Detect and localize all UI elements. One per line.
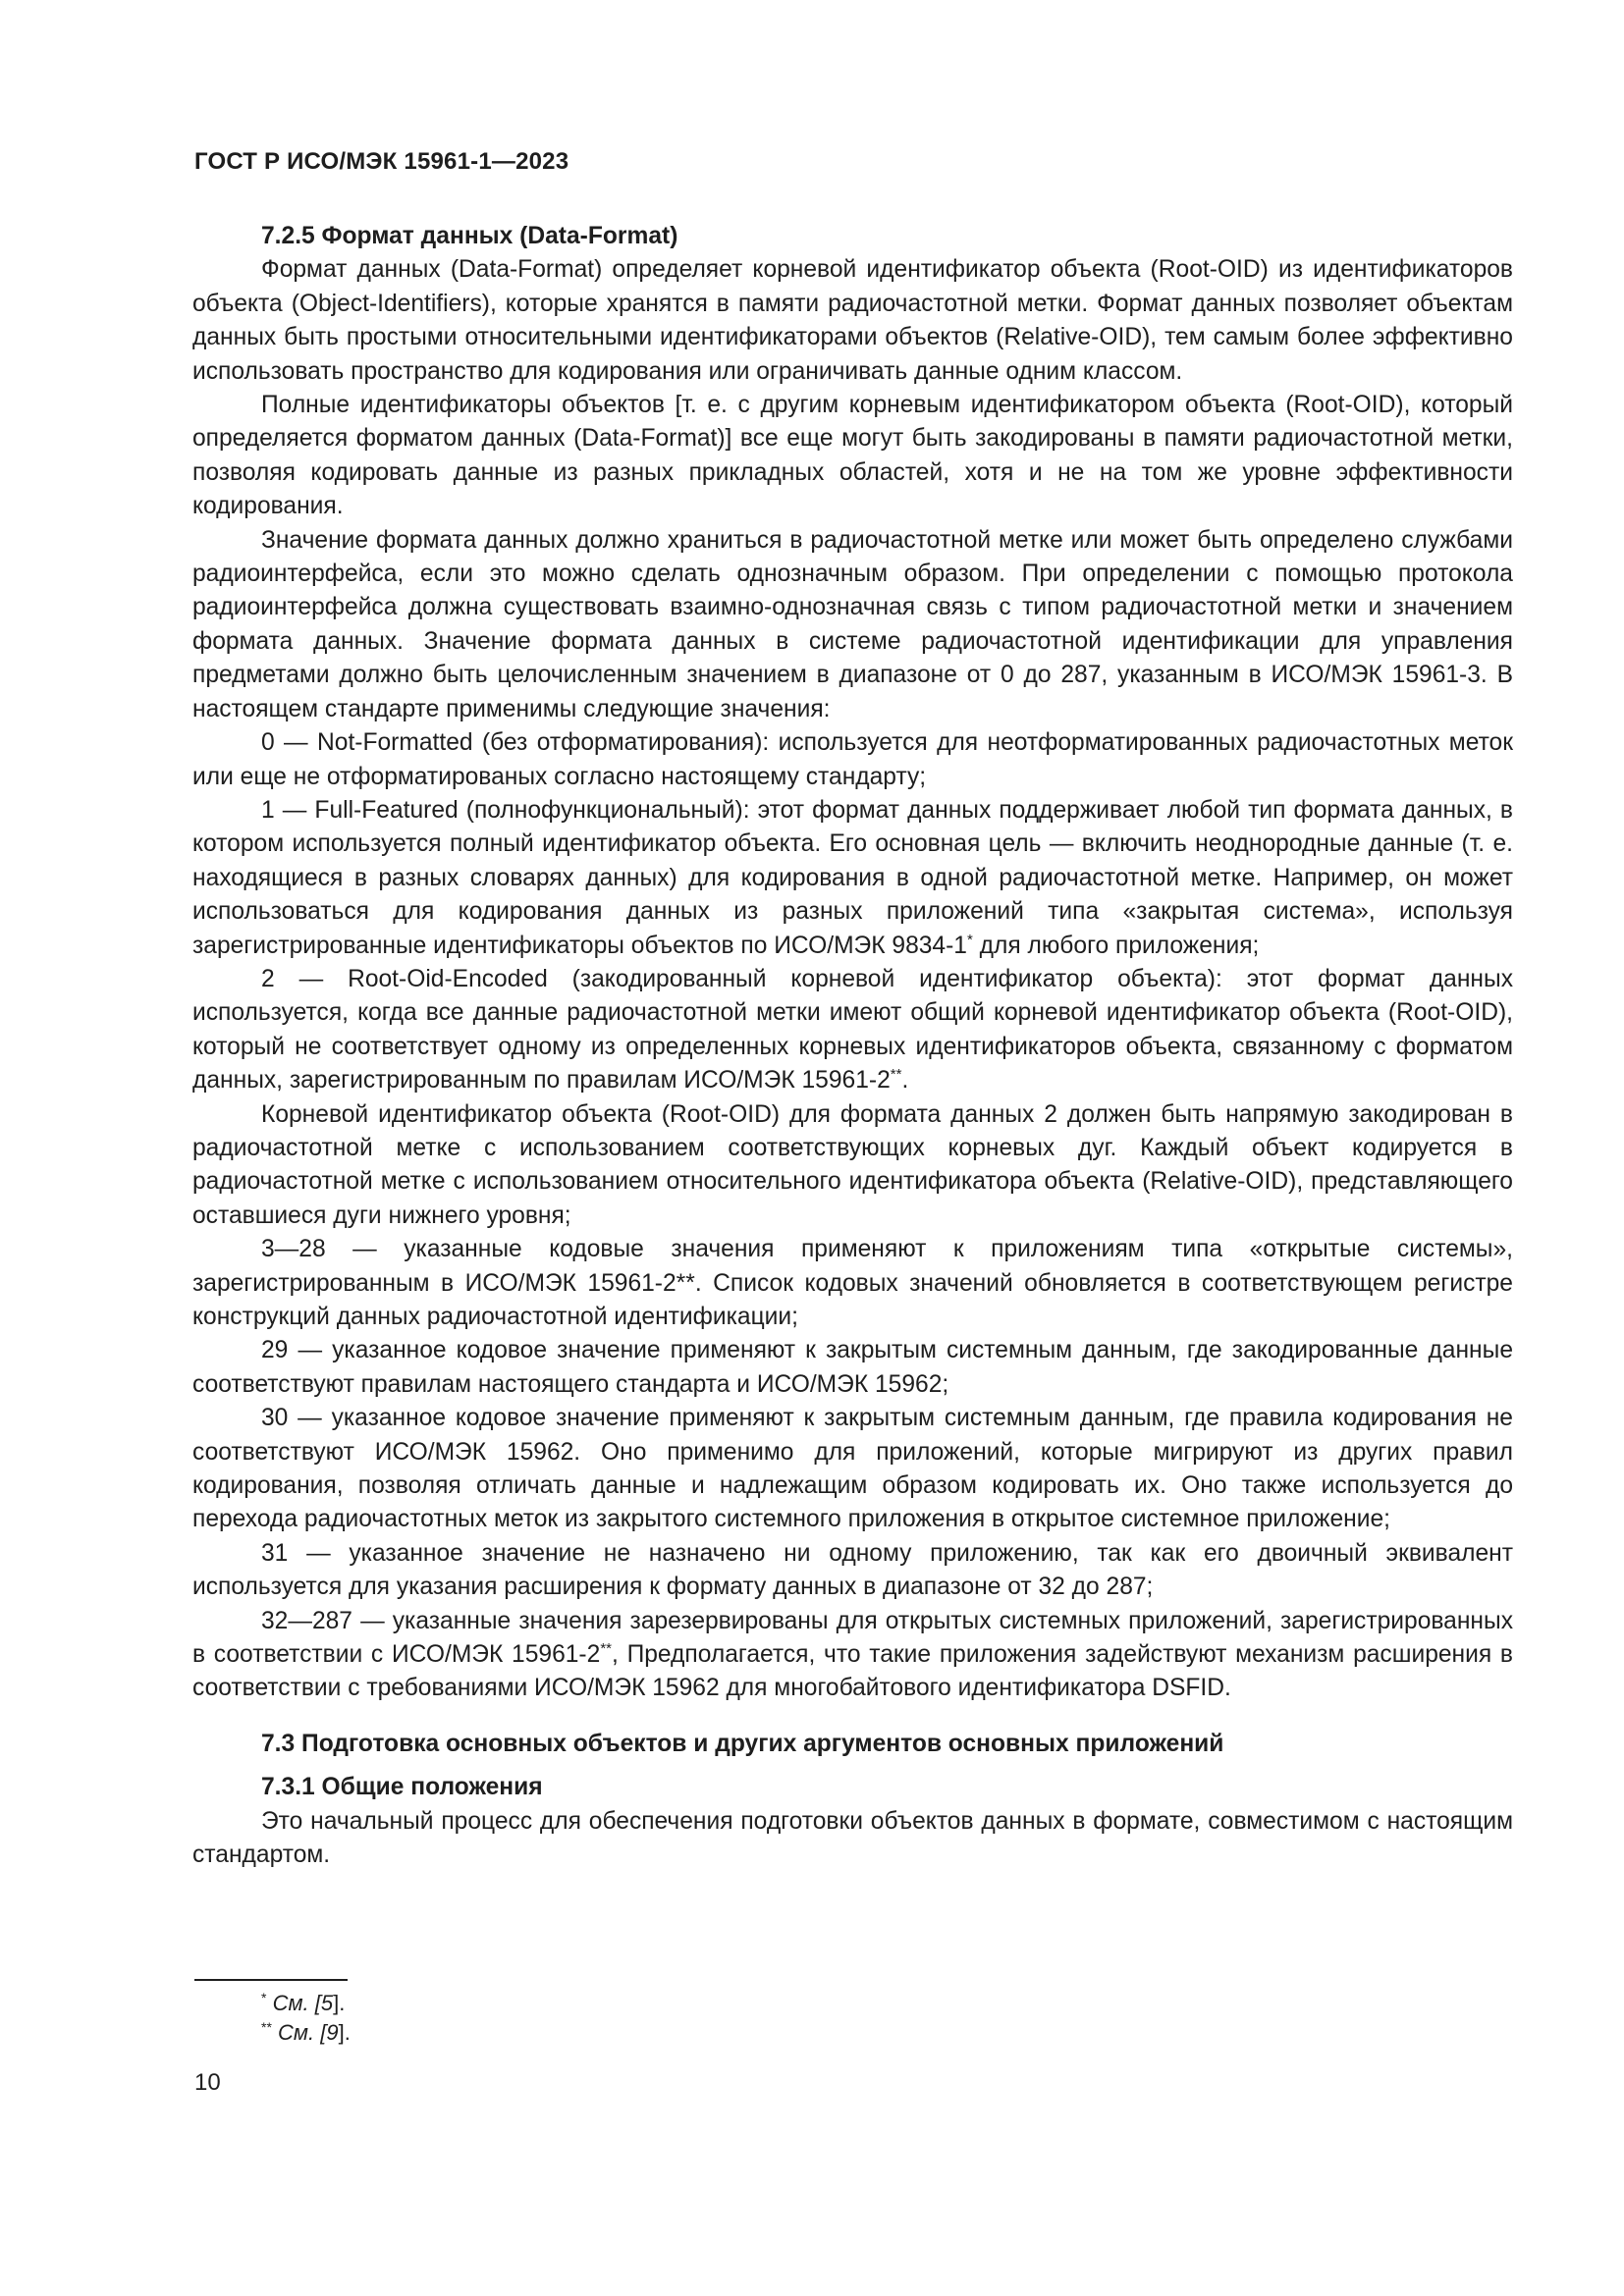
paragraph-text: . <box>901 1067 909 1095</box>
paragraph-value-29: 29 — указанное кодовое значение применяют к закрытым системным данным, где закодированные данные соответствуют правилам настоящего стандарта и ИСО/МЭК 15962; <box>192 1337 1513 1398</box>
paragraph-text: , Предполагается, что такие приложения задействуют механизм расширения в соответствии с требованиями ИСО/МЭК 15962 для многобайтового идентификатора DSFID. <box>192 1641 1513 1702</box>
footnote-suffix: ]. <box>338 2020 351 2045</box>
footnote-mark: ** <box>600 1640 612 1658</box>
paragraph: Значение формата данных должно храниться в радиочастотной метке или может быть определено службами радиоинтерфейса, если это можно сделать однозначным образом. При определении с помощью протокола радиоинтерфейса должна существовать взаимно-однозначная связь с типом радиочастотной метки и значением формата данных. Значение формата данных в системе радиочастотной идентификации для управления предметами должно быть целочисленным значением в диапазоне от 0 до 287, указанным в ИСО/МЭК 15961-3. В настоящем стандарте применимы следующие значения: <box>192 526 1513 722</box>
footnote-ref: 9 <box>326 2020 339 2045</box>
document-code-header: ГОСТ Р ИСО/МЭК 15961-1—2023 <box>194 148 569 175</box>
paragraph-text: 2 — Root-Oid-Encoded (закодированный корневой идентификатор объекта): этот формат данных используется, когда все данные радиочастотной метки имеют общий корневой идентификатор объекта (Root-OID), который не соответствует одному из определенных корневых идентификаторов объекта, связанному с форматом данных, зарегистрированным по правилам ИСО/МЭК 15961-2 <box>192 965 1513 1095</box>
footnote-mark: ** <box>890 1066 902 1084</box>
footnote-divider <box>194 1979 348 1981</box>
footnote-suffix: ]. <box>333 1991 346 2015</box>
paragraph: Корневой идентификатор объекта (Root-OID) для формата данных 2 должен быть напрямую закодирован в радиочастотной метке с использованием соответствующих корневых дуг. Каждый объект кодируется в радиочастотной метке с использованием относительного идентификатора объекта (Relative-OID), представляющего оставшиеся дуги нижнего уровня; <box>192 1100 1513 1229</box>
paragraph-value-1 <box>192 794 1513 963</box>
footnote-1 <box>261 1989 351 2018</box>
footnote-mark: * <box>966 931 973 948</box>
paragraph: Полные идентификаторы объектов [т. е. с другим корневым идентификатором объекта (Root-OID), который определяется форматом данных (Data-Format)] все еще могут быть закодированы в памяти радиочастотной метки, позволяя кодировать данные из разных прикладных областей, хотя и не на том же уровне эффективности кодирования. <box>192 392 1513 520</box>
page-number: 10 <box>194 2069 221 2096</box>
paragraph-value-2 <box>192 963 1513 1098</box>
paragraph-text: 1 — Full-Featured (полнофункциональный): этот формат данных поддерживает любой тип формата данных, в котором используется полный идентификатор объекта. Его основная цель — включить неоднородные данные (т. е. находящиеся в разных словарях данных) для кодирования в одной радиочастотной метке. Например, он может использоваться для кодирования данных из разных приложений типа «закрытая система», используя зарегистрированные идентификаторы объектов по ИСО/МЭК 9834-1 <box>192 796 1513 959</box>
paragraph-text: для любого приложения; <box>972 932 1260 959</box>
paragraph: Формат данных (Data-Format) определяет корневой идентификатор объекта (Root-OID) из идентификаторов объекта (Object-Identifiers), которые хранятся в памяти радиочастотной метки. Формат данных позволяет объектам данных быть простыми относительными идентификаторами объектов (Relative-OID), тем самым более эффективно использовать пространство для кодирования или ограничивать данные одним классом. <box>192 256 1513 385</box>
paragraph-value-0: 0 — Not-Formatted (без отформатирования): используется для неотформатированных радиочастотных меток или еще не отформатированых согласно настоящему стандарту; <box>192 729 1513 790</box>
footnotes <box>261 1989 351 2048</box>
footnote-prefix: См. [ <box>272 1991 321 2015</box>
footnote-mark: ** <box>261 2019 272 2035</box>
footnote-2 <box>261 2018 351 2048</box>
footnote-mark: * <box>261 1990 267 2005</box>
paragraph-value-30: 30 — указанное кодовое значение применяют к закрытым системным данным, где правила кодирования не соответствуют ИСО/МЭК 15962. Оно применимо для приложений, которые мигрируют из других правил кодирования, позволяя отличать данные и надлежащим образом кодировать их. Оно также используется до перехода радиочастотных меток из закрытого системного приложения в открытое системное приложение; <box>192 1405 1513 1533</box>
section-heading-7-2-5: 7.2.5 Формат данных (Data-Format) <box>261 223 678 249</box>
footnote-prefix: См. [ <box>278 2020 327 2045</box>
paragraph-value-31: 31 — указанное значение не назначено ни одному приложению, так как его двоичный эквивалент используется для указания расширения к формату данных в диапазоне от 32 до 287; <box>192 1539 1513 1601</box>
main-content <box>192 220 1513 1873</box>
paragraph-value-32-287 <box>192 1605 1513 1706</box>
footnote-ref: 5 <box>320 1991 334 2015</box>
paragraph-text: 32—287 — указанные значения зарезервированы для открытых системных приложений, зарегистрированных в соответствии с ИСО/МЭК 15961-2 <box>192 1607 1513 1669</box>
paragraph: Это начальный процесс для обеспечения подготовки объектов данных в формате, совместимом с настоящим стандартом. <box>192 1807 1513 1869</box>
section-heading-7-3-1: 7.3.1 Общие положения <box>261 1774 543 1801</box>
paragraph-value-3-28: 3—28 — указанные кодовые значения применяют к приложениям типа «открытые системы», зарегистрированным в ИСО/МЭК 15961-2**. Список кодовых значений обновляется в соответствующем регистре конструкций данных радиочастотной идентификации; <box>192 1236 1513 1330</box>
section-heading-7-3: 7.3 Подготовка основных объектов и других аргументов основных приложений <box>261 1730 1224 1757</box>
